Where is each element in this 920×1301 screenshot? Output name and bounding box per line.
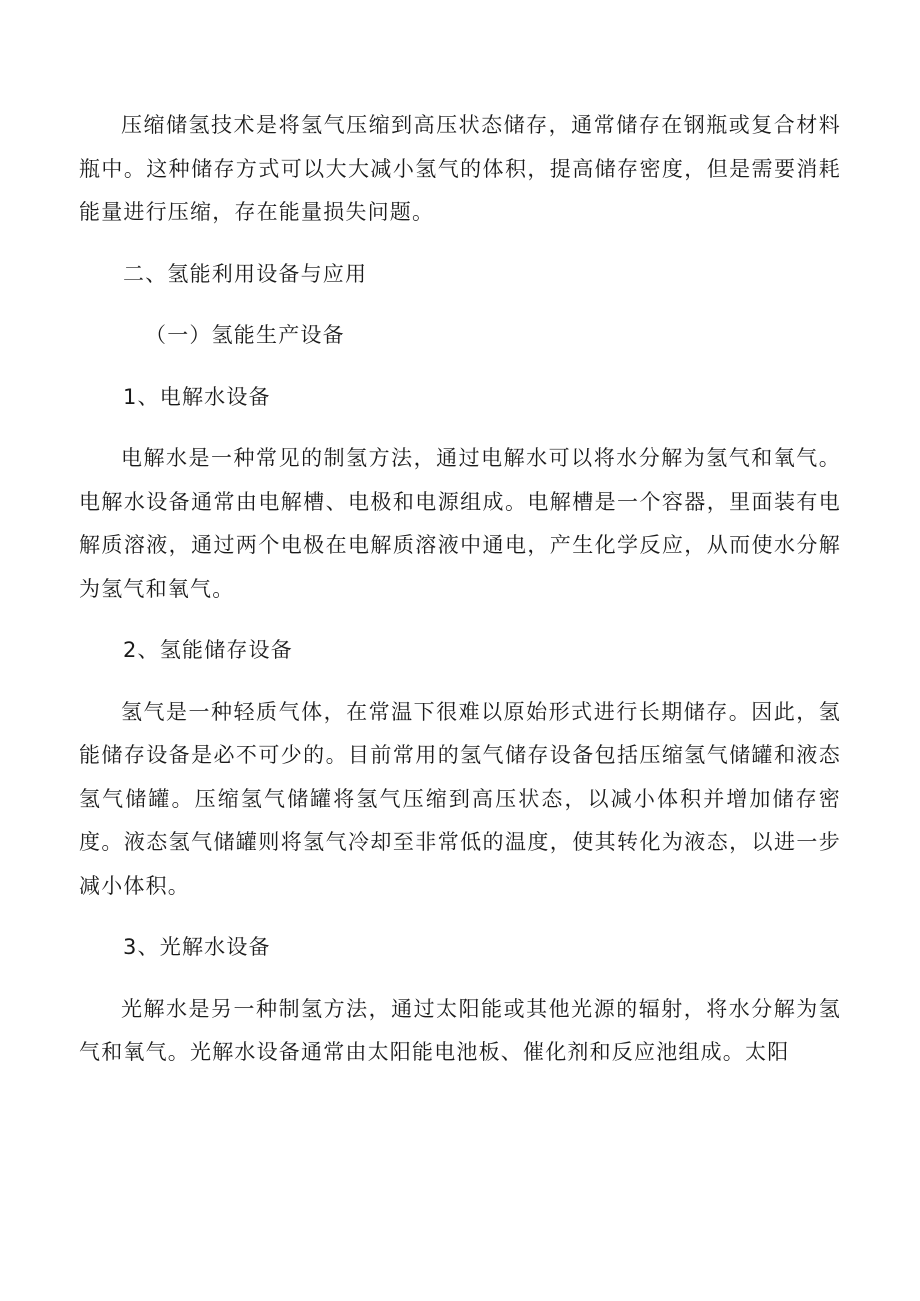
paragraph-electrolysis: 电解水是一种常见的制氢方法，通过电解水可以将水分解为氢气和氧气。电解水设备通常由电解槽、电极和电源组成。电解槽是一个容器，里面装有电解质溶液，通过两个电极在电解质溶液中通电，产生化学反应，从而使水分解为氢气和氧气。 <box>79 446 841 601</box>
paragraph-photolysis: 光解水是另一种制氢方法，通过太阳能或其他光源的辐射，将水分解为氢气和氧气。光解水设备通常由太阳能电池板、催化剂和反应池组成。太阳 <box>79 996 841 1064</box>
item-heading-storage: 2、氢能储存设备 <box>123 638 293 662</box>
paragraph-storage: 氢气是一种轻质气体，在常温下很难以原始形式进行长期储存。因此，氢能储存设备是必不可少的。目前常用的氢气储存设备包括压缩氢气储罐和液态氢气储罐。压缩氢气储罐将氢气压缩到高压状态，以减小体积并增加储存密度。液态氢气储罐则将氢气冷却至非常低的温度，使其转化为液态，以进一步减小体积。 <box>79 699 841 898</box>
item-heading-photolysis: 3、光解水设备 <box>123 935 271 959</box>
subsection-heading: （一）氢能生产设备 <box>145 323 345 347</box>
item-heading-electrolysis: 1、电解水设备 <box>123 384 271 409</box>
section-heading: 二、氢能利用设备与应用 <box>123 261 368 286</box>
paragraph-compressed-storage: 压缩储氢技术是将氢气压缩到高压状态储存，通常储存在钢瓶或复合材料瓶中。这种储存方式可以大大减小氢气的体积，提高储存密度，但是需要消耗能量进行压缩，存在能量损失问题。 <box>79 113 841 224</box>
document-body <box>79 104 841 1075</box>
